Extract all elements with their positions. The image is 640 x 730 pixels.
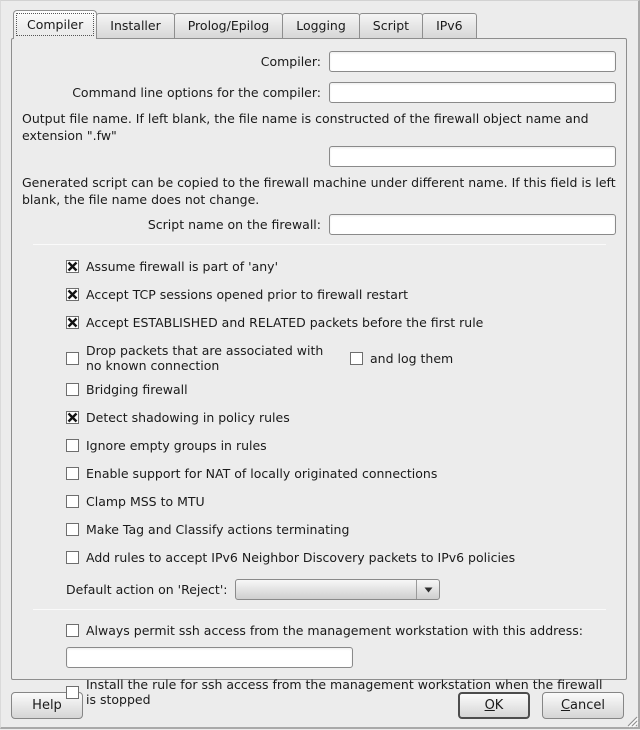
- option-bridging[interactable]: [66, 382, 616, 397]
- option-assume-any[interactable]: [66, 259, 616, 274]
- checkbox-label: Install the rule for ssh access from the management workstation when the firewall is stopped: [86, 677, 603, 707]
- separator: [33, 244, 606, 245]
- checkbox-clamp-mss[interactable]: [66, 495, 79, 508]
- checkbox-tag-classify[interactable]: [66, 523, 79, 536]
- cancel-button-label: Cancel: [560, 698, 605, 713]
- reject-action-select[interactable]: [235, 579, 440, 600]
- x-check-icon: [67, 289, 78, 300]
- ssh-access-section: [66, 623, 616, 707]
- checkbox-accept-tcp[interactable]: [66, 288, 79, 301]
- tab-prolog-epilog[interactable]: Prolog/Epilog: [174, 13, 283, 38]
- checkbox-label: Drop packets that are associated with no known connection: [86, 343, 324, 373]
- reject-action-row: [66, 579, 616, 600]
- checkbox-label: Add rules to accept IPv6 Neighbor Discovery packets to IPv6 policies: [86, 550, 516, 565]
- checkbox-label: Clamp MSS to MTU: [86, 494, 205, 509]
- option-nat-local[interactable]: [66, 466, 616, 481]
- checkbox-label: Ignore empty groups in rules: [86, 438, 267, 453]
- tab-logging[interactable]: Logging: [282, 13, 360, 38]
- option-tag-classify[interactable]: [66, 522, 616, 537]
- checkbox-detect-shadowing[interactable]: [66, 411, 79, 424]
- tab-script[interactable]: Script: [359, 13, 423, 38]
- tab-bar: [1, 1, 638, 38]
- option-clamp-mss[interactable]: [66, 494, 616, 509]
- compiler-options-list: [66, 259, 616, 600]
- checkbox-label: Assume firewall is part of 'any': [86, 259, 279, 274]
- option-ignore-empty[interactable]: [66, 438, 616, 453]
- ok-button-label: OK: [484, 698, 504, 713]
- output-filename-note: Output file name. If left blank, the file name is constructed of the firewall object name and extension ".fw": [22, 111, 589, 143]
- checkbox-label: Accept ESTABLISHED and RELATED packets before the first rule: [86, 315, 484, 330]
- separator: [33, 609, 606, 610]
- tab-installer[interactable]: Installer: [96, 13, 174, 38]
- script-name-input[interactable]: [329, 214, 616, 235]
- option-drop-unknown: [66, 343, 616, 373]
- ssh-address-input[interactable]: [66, 647, 353, 668]
- checkbox-install-ssh-rule[interactable]: [66, 686, 79, 699]
- compiler-label: Compiler:: [260, 54, 321, 69]
- generated-script-note: Generated script can be copied to the firewall machine under different name. If this field is left blank, the file name does not change.: [22, 175, 616, 207]
- checkbox-always-permit-ssh[interactable]: [66, 624, 79, 637]
- option-detect-shadowing[interactable]: [66, 410, 616, 425]
- script-name-label: Script name on the firewall:: [147, 217, 321, 232]
- option-and-log[interactable]: [350, 351, 453, 366]
- compiler-field-row: [22, 51, 616, 72]
- cmdline-field-row: [22, 82, 616, 103]
- output-filename-row: [22, 146, 616, 167]
- chevron-down-icon[interactable]: [416, 580, 439, 599]
- x-check-icon: [67, 412, 78, 423]
- cmdline-label: Command line options for the compiler:: [72, 85, 321, 100]
- checkbox-label: Detect shadowing in policy rules: [86, 410, 290, 425]
- tab-ipv6[interactable]: IPv6: [422, 13, 477, 38]
- checkbox-bridging[interactable]: [66, 383, 79, 396]
- script-name-field-row: [22, 214, 616, 235]
- x-check-icon: [67, 261, 78, 272]
- checkbox-label: and log them: [370, 350, 454, 366]
- compiler-input[interactable]: [329, 51, 616, 72]
- checkbox-label: Accept TCP sessions opened prior to firewall restart: [86, 287, 408, 302]
- checkbox-label: Bridging firewall: [86, 382, 188, 397]
- resize-grip-icon[interactable]: [625, 714, 638, 727]
- checkbox-nat-local[interactable]: [66, 467, 79, 480]
- option-accept-established[interactable]: [66, 315, 616, 330]
- tab-compiler[interactable]: Compiler: [13, 10, 97, 39]
- option-install-ssh-rule[interactable]: [66, 677, 616, 707]
- checkbox-label: Make Tag and Classify actions terminating: [86, 522, 350, 537]
- checkbox-assume-any[interactable]: [66, 260, 79, 273]
- checkbox-accept-established[interactable]: [66, 316, 79, 329]
- checkbox-and-log[interactable]: [350, 352, 363, 365]
- option-ipv6-nd[interactable]: [66, 550, 616, 565]
- reject-action-label: Default action on 'Reject':: [66, 582, 228, 597]
- option-always-permit-ssh[interactable]: [66, 623, 616, 638]
- cmdline-options-input[interactable]: [329, 82, 616, 103]
- checkbox-label: Enable support for NAT of locally originated connections: [86, 466, 438, 481]
- checkbox-drop-unknown[interactable]: [66, 352, 79, 365]
- checkbox-ignore-empty[interactable]: [66, 439, 79, 452]
- help-button-label: Help: [32, 698, 62, 713]
- x-check-icon: [67, 317, 78, 328]
- output-filename-input[interactable]: [329, 146, 616, 167]
- option-accept-tcp[interactable]: [66, 287, 616, 302]
- checkbox-label: Always permit ssh access from the management workstation with this address:: [86, 623, 583, 638]
- checkbox-ipv6-nd[interactable]: [66, 551, 79, 564]
